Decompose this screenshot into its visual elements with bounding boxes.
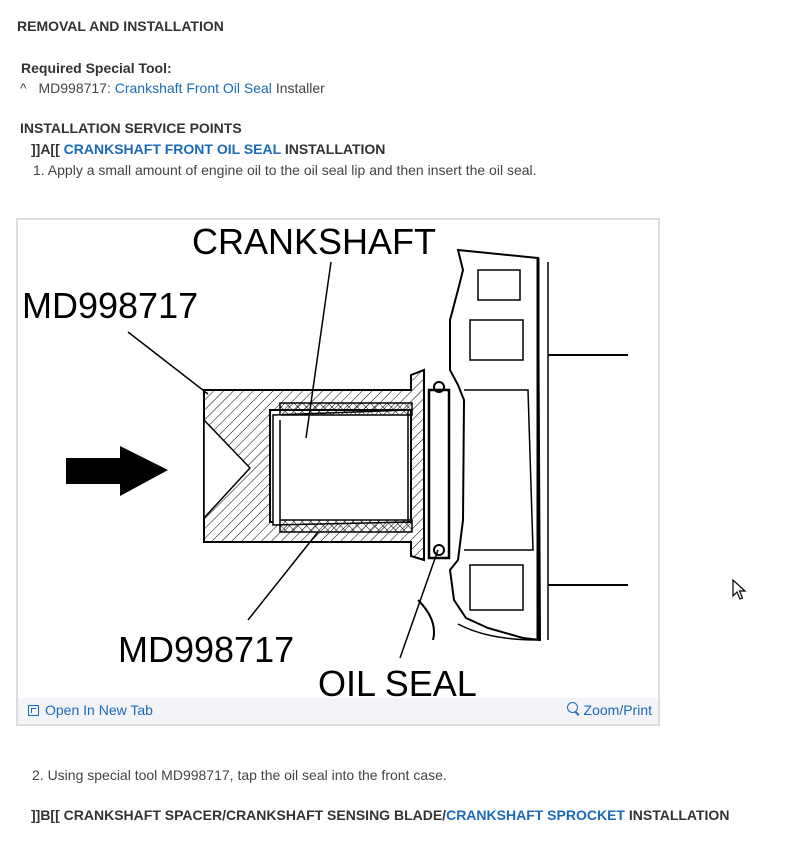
- figure-toolbar: [18, 698, 658, 724]
- zoom-print-label: Zoom/Print: [583, 702, 652, 718]
- section-b-plain: CRANKSHAFT SPACER/CRANKSHAFT SENSING BLADE/: [63, 807, 447, 823]
- zoom-print-button[interactable]: [567, 702, 652, 718]
- open-in-new-tab-button[interactable]: [28, 702, 153, 718]
- zoom-icon: [567, 702, 578, 713]
- step-2-text: 2. Using special tool MD998717, tap the oil seal into the front case.: [32, 767, 447, 783]
- tool-suffix: Installer: [275, 80, 325, 96]
- section-a-heading: [31, 141, 385, 157]
- figure-container: [16, 218, 660, 726]
- section-a-prefix: ]]A[[: [31, 141, 60, 157]
- section-b-suffix: INSTALLATION: [628, 807, 730, 823]
- page-heading: REMOVAL AND INSTALLATION: [17, 18, 224, 34]
- mouse-pointer-icon: [732, 579, 748, 601]
- crankshaft-sprocket-link[interactable]: CRANKSHAFT SPROCKET: [446, 807, 625, 823]
- tool-part-number: MD998717:: [38, 80, 111, 96]
- bullet-marker: ^: [20, 80, 27, 96]
- oil-seal-installation-diagram: [18, 220, 658, 698]
- section-a-suffix: INSTALLATION: [284, 141, 386, 157]
- label-oil-seal: OIL SEAL: [318, 663, 477, 698]
- label-tool-top: MD998717: [22, 285, 199, 326]
- crankshaft-shaft: [273, 410, 408, 525]
- required-tool-line: [20, 80, 325, 96]
- label-tool-bottom: MD998717: [118, 629, 295, 670]
- push-arrow: [66, 446, 168, 496]
- crankshaft-front-oil-seal-link[interactable]: Crankshaft Front Oil Seal: [114, 80, 272, 96]
- oil-seal-shape: [429, 390, 449, 558]
- section-b-heading: [31, 807, 729, 823]
- label-crankshaft: CRANKSHAFT: [192, 221, 437, 262]
- open-in-new-tab-label: Open In New Tab: [45, 702, 153, 718]
- step-1-text: 1. Apply a small amount of engine oil to the oil seal lip and then insert the oil seal.: [33, 162, 537, 178]
- required-tool-title: Required Special Tool:: [21, 60, 172, 76]
- service-points-title: INSTALLATION SERVICE POINTS: [20, 120, 242, 136]
- open-new-tab-icon: [28, 705, 39, 716]
- crankshaft-front-oil-seal-section-link[interactable]: CRANKSHAFT FRONT OIL SEAL: [63, 141, 281, 157]
- section-b-prefix: ]]B[[: [31, 807, 60, 823]
